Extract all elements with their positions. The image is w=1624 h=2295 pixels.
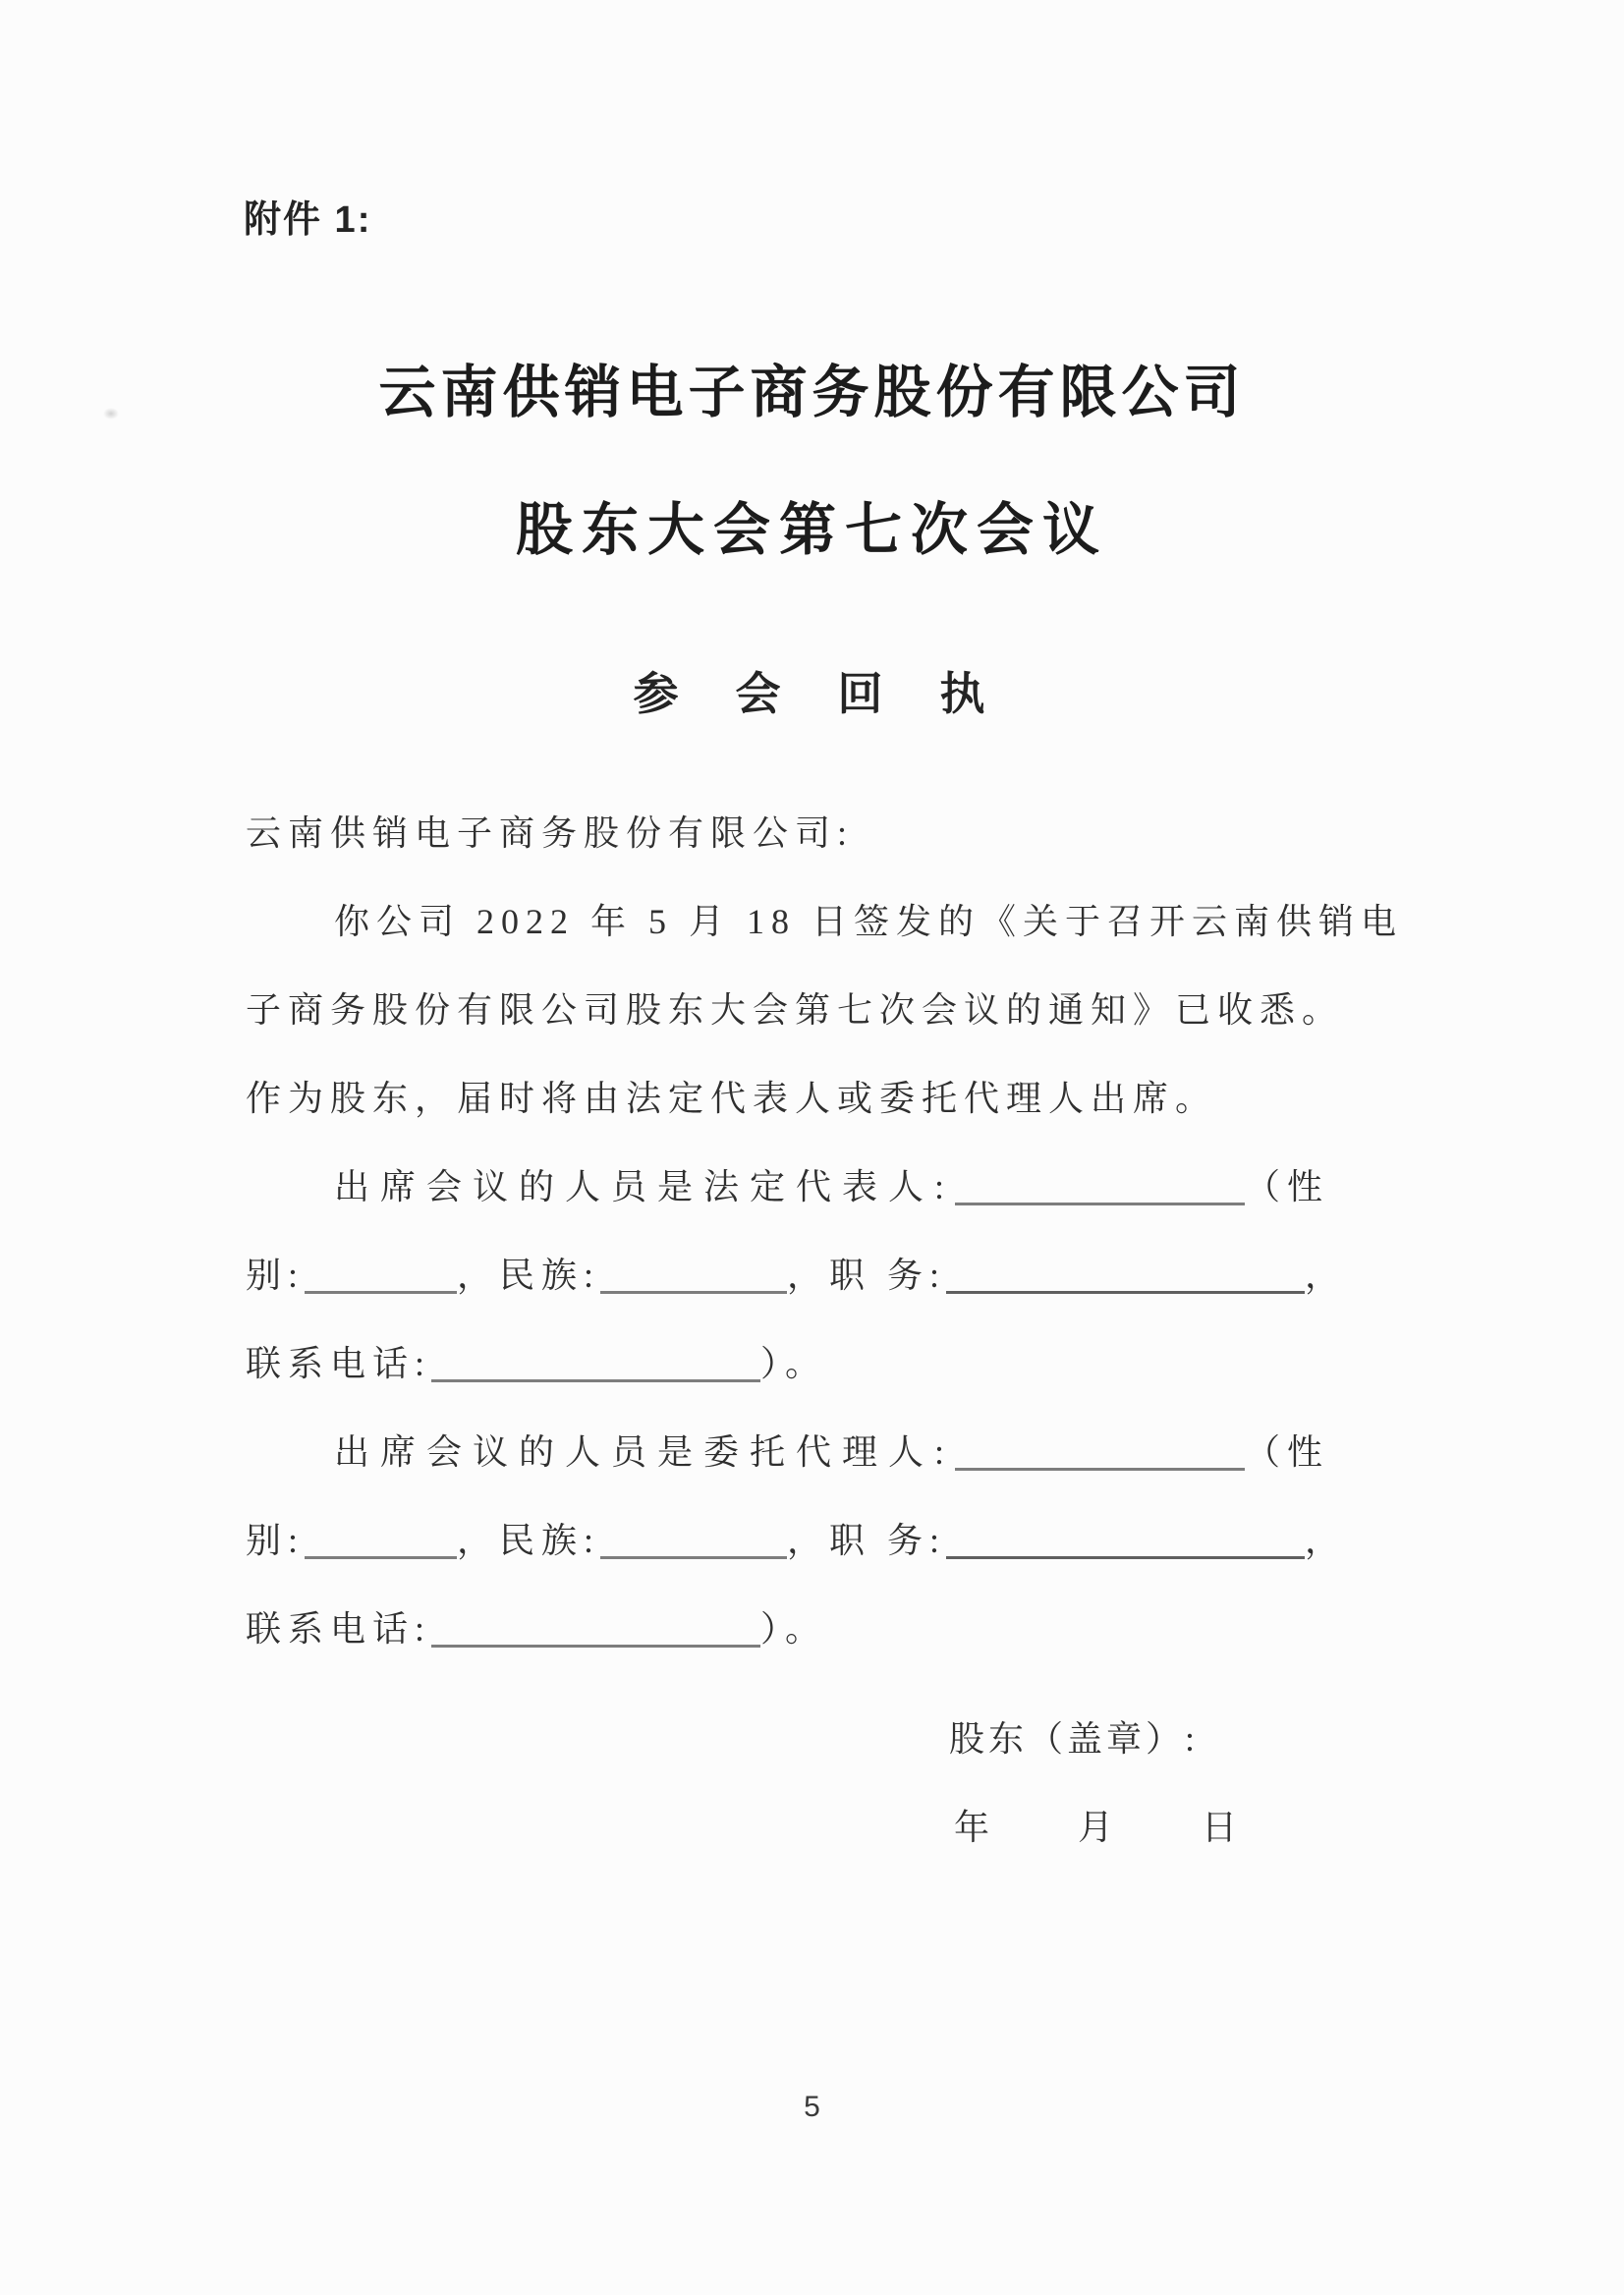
legal-rep-ethnicity-blank [600, 1287, 787, 1294]
proxy-closing-label: ）。 [760, 1609, 828, 1649]
shareholder-stamp-label: 股东（盖章）: [949, 1719, 1200, 1759]
proxy-position-label: ，职 务: [787, 1521, 947, 1560]
legal-rep-trailing-comma: ， [1305, 1256, 1348, 1295]
proxy-gender-blank [305, 1552, 457, 1559]
page-number: 5 [804, 2091, 820, 2123]
legal-rep-ethnicity-label: ，民族: [457, 1256, 601, 1295]
proxy-position-blank [946, 1552, 1305, 1559]
date-label: 年 月 日 [954, 1808, 1244, 1847]
proxy-phone-blank [431, 1641, 760, 1648]
paragraph-line-2: 子商务股份有限公司股东大会第七次会议的通知》已收悉。 [246, 990, 1345, 1030]
proxy-phone-label: 联系电话: [246, 1609, 432, 1649]
proxy-line-1 [334, 1430, 1329, 1475]
legal-rep-line-1 [334, 1165, 1329, 1209]
section-title: 参 会 回 执 [633, 669, 991, 719]
paragraph-line-1: 你公司 2022 年 5 月 18 日签发的《关于召开云南供销电 [334, 902, 1404, 941]
proxy-ethnicity-label: ，民族: [457, 1521, 601, 1560]
proxy-gender-label: 别: [246, 1521, 306, 1560]
legal-rep-position-blank [946, 1287, 1305, 1294]
legal-rep-after-blank-label: （性 [1245, 1167, 1330, 1206]
paragraph-line-3: 作为股东，届时将由法定代表人或委托代理人出席。 [246, 1079, 1218, 1118]
legal-rep-position-label: ，职 务: [787, 1256, 947, 1295]
proxy-ethnicity-blank [600, 1552, 787, 1559]
legal-rep-name-blank [955, 1199, 1245, 1205]
proxy-trailing-comma: ， [1305, 1521, 1348, 1560]
proxy-line-2 [246, 1519, 1347, 1563]
legal-rep-line-3 [246, 1342, 827, 1386]
legal-rep-lead-label: 出席会议的人员是法定代表人: [334, 1167, 956, 1206]
attachment-label: 附件 1: [244, 199, 372, 241]
proxy-after-blank-label: （性 [1245, 1432, 1330, 1472]
legal-rep-line-2 [246, 1254, 1347, 1298]
proxy-lead-label: 出席会议的人员是委托代理人: [334, 1432, 956, 1472]
salutation-line: 云南供销电子商务股份有限公司: [246, 813, 855, 853]
legal-rep-phone-blank [431, 1375, 760, 1382]
legal-rep-gender-label: 别: [246, 1256, 306, 1295]
document-title-line1: 云南供销电子商务股份有限公司 [378, 361, 1246, 424]
document-title-line2: 股东大会第七次会议 [515, 498, 1108, 562]
legal-rep-closing-label: ）。 [760, 1344, 828, 1383]
proxy-line-3 [246, 1607, 827, 1651]
legal-rep-gender-blank [305, 1287, 457, 1294]
legal-rep-phone-label: 联系电话: [246, 1344, 432, 1383]
proxy-name-blank [955, 1464, 1245, 1471]
